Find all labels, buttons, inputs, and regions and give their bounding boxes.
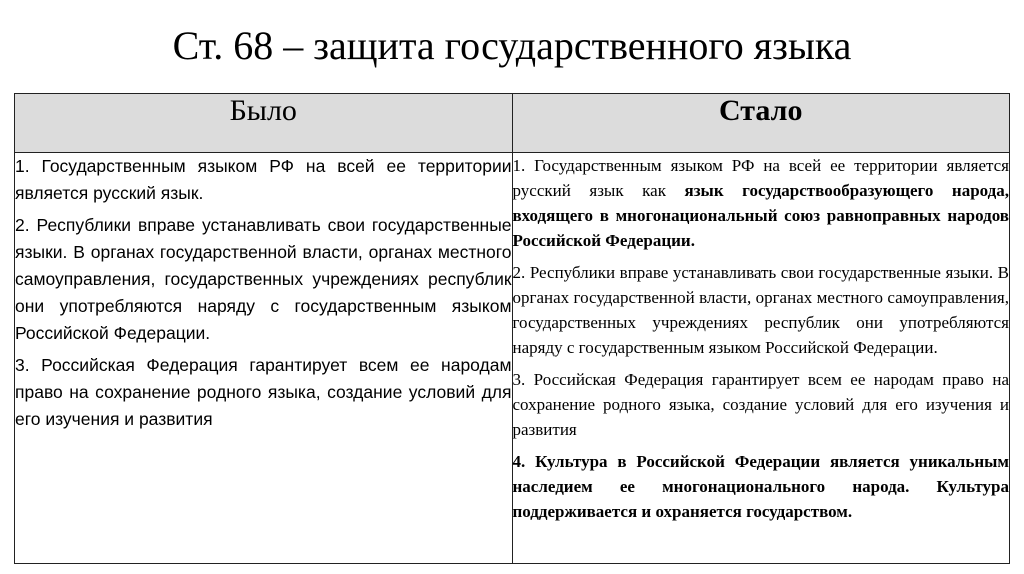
- comparison-table: [14, 93, 1010, 564]
- after-paragraph-4-bold: 4. Культура в Российской Федерации является уникальным наследием ее многонационального народа. Культура поддерживается и охраняется государством.: [512, 452, 1009, 521]
- before-paragraph-1: 1. Государственным языком РФ на всей ее территории является русский язык.: [15, 156, 512, 203]
- table-row: [15, 153, 1010, 564]
- after-paragraph-3: 3. Российская Федерация гарантирует всем ее народам право на сохранение родного языка, создание условий для его изучения и развития: [512, 370, 1009, 439]
- after-paragraph-1-bold: язык государствообразующего народа, входящего в многонациональный союз равноправных народов Российской Федерации.: [512, 181, 1010, 250]
- after-paragraph-2: 2. Республики вправе устанавливать свои государственные языки. В органах государственной власти, органах местного самоуправления, государственных учреждениях республик они употребляются наряду с государственным языком Российской Федерации.: [512, 263, 1009, 357]
- after-paragraph-1-text: 1. Государственным языком РФ на всей ее территории является русский язык как: [512, 156, 1009, 200]
- column-header-before: Было: [15, 94, 513, 153]
- table-header-row: [15, 94, 1010, 153]
- after-paragraph-4: [513, 449, 1010, 524]
- column-header-after: Стало: [512, 94, 1010, 153]
- before-cell: [15, 153, 513, 564]
- before-paragraph-2: 2. Республики вправе устанавливать свои государственные языки. В органах государственной власти, органах местного самоуправления, государственных учреждениях республик они употребляются наряду с государственным языком Российской Федерации.: [15, 215, 512, 343]
- before-paragraph-3: 3. Российская Федерация гарантирует всем ее народам право на сохранение родного языка, создание условий для его изучения и развития: [15, 355, 512, 429]
- after-paragraph-1: [513, 153, 1010, 253]
- after-cell: [512, 153, 1010, 564]
- page-title: Ст. 68 – защита государственного языка: [172, 23, 852, 68]
